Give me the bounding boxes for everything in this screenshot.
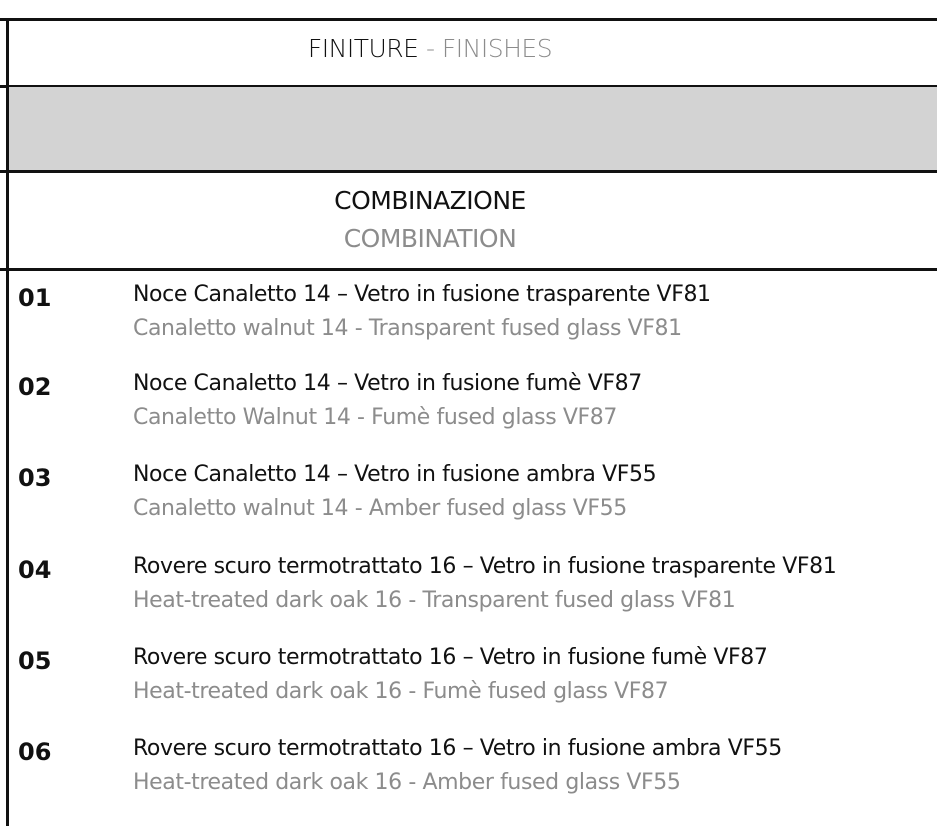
item-english: Heat-treated dark oak 16 - Fumè fused glass VF87 (133, 679, 669, 704)
item-number: 05 (18, 647, 52, 675)
combination-label-english: COMBINATION (343, 224, 517, 253)
rule-under-band (0, 170, 937, 173)
item-number: 02 (18, 373, 52, 401)
combination-label-italian: COMBINAZIONE (334, 186, 526, 215)
item-italian: Noce Canaletto 14 – Vetro in fusione trasparente VF81 (133, 282, 711, 307)
page-title (0, 34, 860, 63)
title-italian: FINITURE (307, 34, 419, 63)
item-italian: Noce Canaletto 14 – Vetro in fusione fumè VF87 (133, 371, 642, 396)
item-english: Canaletto Walnut 14 - Fumè fused glass VF87 (133, 405, 617, 430)
item-italian: Noce Canaletto 14 – Vetro in fusione ambra VF55 (133, 462, 657, 487)
item-english: Heat-treated dark oak 16 - Amber fused glass VF55 (133, 770, 681, 795)
item-english: Canaletto walnut 14 - Transparent fused glass VF81 (133, 316, 682, 341)
item-english: Heat-treated dark oak 16 - Transparent fused glass VF81 (133, 588, 736, 613)
top-rule (0, 18, 937, 21)
item-italian: Rovere scuro termotrattato 16 – Vetro in fusione fumè VF87 (133, 645, 768, 670)
item-number: 01 (18, 284, 52, 312)
item-number: 03 (18, 464, 52, 492)
item-number: 04 (18, 556, 52, 584)
title-english: FINISHES (441, 34, 553, 63)
item-italian: Rovere scuro termotrattato 16 – Vetro in fusione trasparente VF81 (133, 554, 837, 579)
item-english: Canaletto walnut 14 - Amber fused glass VF55 (133, 496, 627, 521)
rule-under-combination (0, 268, 937, 271)
item-number: 06 (18, 738, 52, 766)
title-separator: - (425, 34, 435, 63)
item-italian: Rovere scuro termotrattato 16 – Vetro in fusione ambra VF55 (133, 736, 782, 761)
grey-band (9, 87, 937, 170)
